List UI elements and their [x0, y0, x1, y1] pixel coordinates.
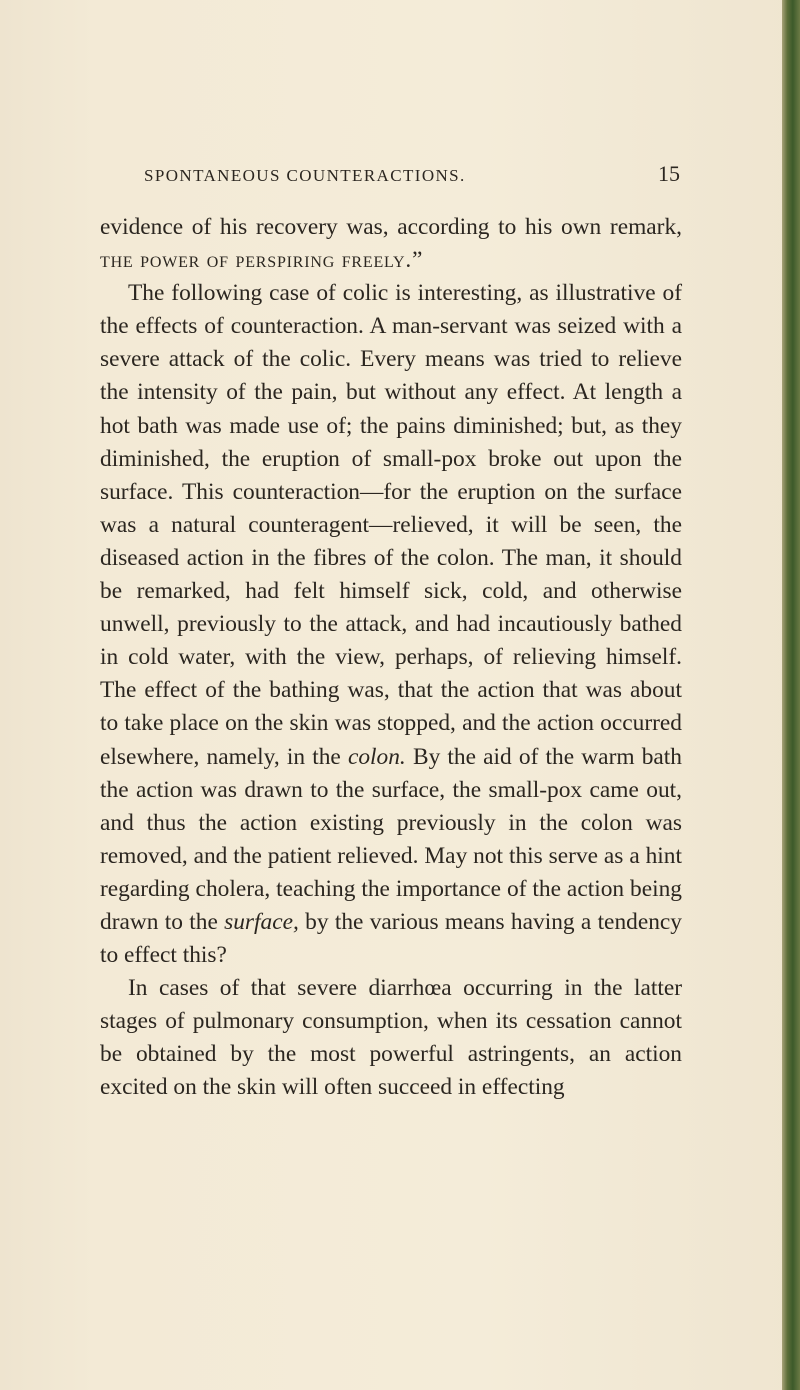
paragraph-colic-case — [100, 277, 682, 972]
paragraph-continued — [100, 211, 682, 277]
p2-text-b: By the aid of the warm bath the action was drawn to the surface, the small-pox came out, and thus the action existing previously in the colon was removed, and the patient relieved. May not this serve as a hint regarding cholera, teaching the importance of the action being drawn to the — [100, 743, 682, 935]
p1-small-caps: the power of perspiring freely. — [100, 247, 413, 274]
body-text — [100, 211, 682, 1105]
book-spine-edge — [782, 0, 800, 1390]
paragraph-diarrhoea — [100, 972, 682, 1104]
p1-close-quote: ” — [412, 247, 423, 274]
p3-text: In cases of that severe diarrhœa occurring in the latter stages of pulmonary consumption, when its cessation cannot be obtained by the most powerful astringents, an action excited on the skin will often succeed in effecting — [100, 975, 682, 1101]
p2-italic-surface: surface, — [224, 908, 299, 935]
running-head: SPONTANEOUS COUNTERACTIONS. — [144, 166, 466, 185]
p2-text-c: by the various means having a tendency to effect this? — [100, 908, 682, 969]
page-header — [100, 163, 680, 193]
p1-text: evidence of his recovery was, according to his own remark, — [100, 214, 682, 240]
p2-text-a: The following case of colic is interesting, as illustrative of the effects of counteraction. A man-servant was seized with a severe attack of the colic. Every means was tried to relieve the intensity of the pain, but without any effect. At length a hot bath was made use of; the pains diminished; but, as they diminished, the eruption of small-pox broke out upon the surface. This counteraction—for the eruption on the surface was a natural counteragent—relieved, it will be seen, the diseased action in the fibres of the colon. The man, it should be remarked, had felt himself sick, cold, and otherwise unwell, previously to the attack, and had incautiously bathed in cold water, with the view, perhaps, of relieving himself. The effect of the bathing was, that the action that was about to take place on the skin was stopped, and the action occurred elsewhere, namely, in the — [100, 280, 682, 770]
p2-italic-colon: colon. — [347, 743, 406, 770]
page-number: 15 — [658, 161, 680, 186]
